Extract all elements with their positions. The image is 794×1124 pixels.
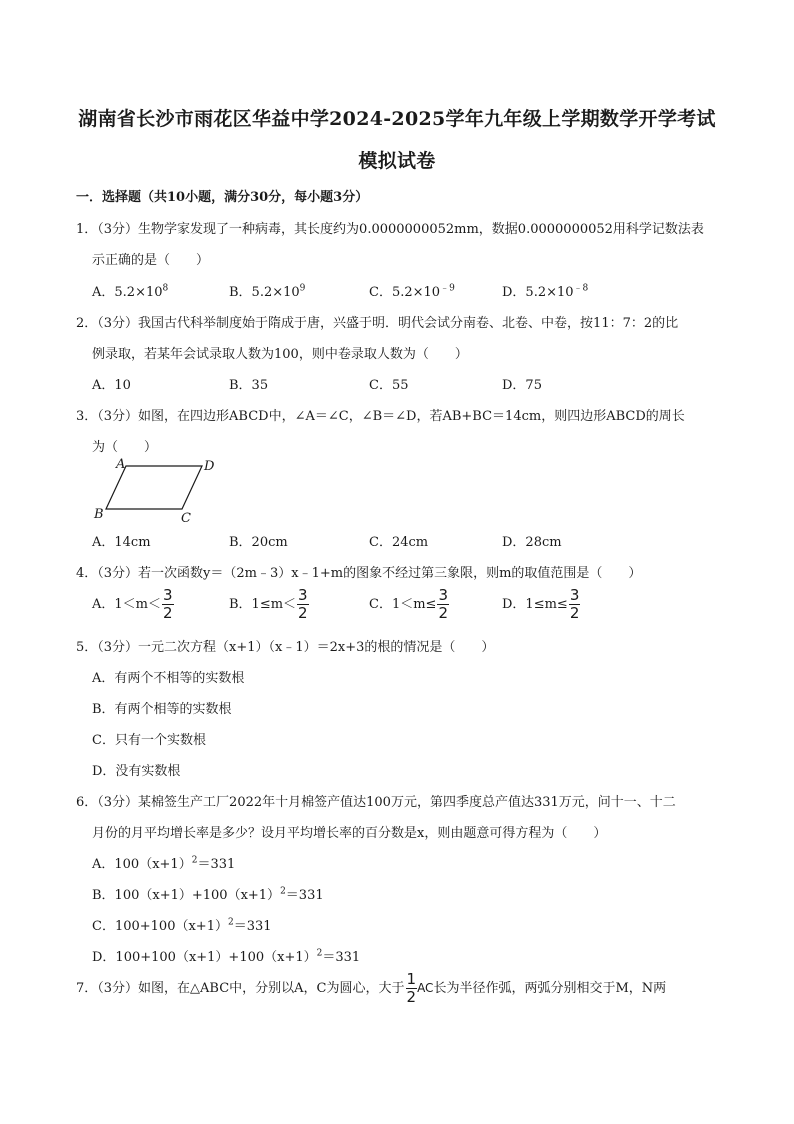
- q2-options: [92, 374, 712, 396]
- vertex-label-d: D: [204, 459, 215, 474]
- q4-option-d: D．1≤m≤ $\frac{3}{2}$: [502, 586, 580, 622]
- vertex-label-c: C: [181, 511, 191, 526]
- fraction-three-halves: $\frac{3}{2}$: [298, 586, 308, 622]
- fraction-three-halves: $\frac{3}{2}$: [163, 586, 173, 622]
- q3-stem-line1: 3．（3分）如图，在四边形ABCD中，∠A＝∠C，∠B＝∠D，若AB+BC＝14cm，则四边形ABCD的周长: [76, 409, 685, 424]
- q4-options: [92, 588, 712, 620]
- parallelogram-shape: [106, 466, 202, 509]
- fraction-three-halves: $\frac{3}{2}$: [438, 586, 448, 622]
- q1-stem-line2: 示正确的是（ ）: [92, 253, 210, 268]
- section-heading: 一．选择题（共10小题，满分30分，每小题3分）: [76, 190, 369, 205]
- q1-options: [92, 281, 712, 303]
- q5-option-c: C．只有一个实数根: [92, 733, 206, 748]
- q6-option-c: C．$100+100(x+1)^2=331$: [92, 917, 272, 934]
- q4-option-b: B．1≤m＜ $\frac{3}{2}$: [229, 586, 308, 622]
- exam-title-line1: 湖南省长沙市雨花区华益中学2024-2025学年九年级上学期数学开学考试: [78, 108, 716, 130]
- q5-option-d: D．没有实数根: [92, 764, 181, 779]
- q1-option-d: D．$5.2\times 10^{﹣8}$: [502, 283, 589, 300]
- q4-stem-line1: 4．（3分）若一次函数y＝（2m﹣3）x﹣1+m的图象不经过第三象限，则m的取值范围是（ ）: [76, 566, 642, 581]
- q3-parallelogram-figure: [88, 456, 228, 526]
- q2-stem-line2: 例录取，若某年会试录取人数为100，则中卷录取人数为（ ）: [92, 347, 468, 362]
- q5-stem-line1: 5．（3分）一元二次方程（x+1）（x﹣1）＝2x+3的根的情况是（ ）: [76, 640, 495, 655]
- q6-option-b: B．$100(x+1)+100(x+1)^2=331$: [92, 886, 324, 903]
- q2-option-a: A．10: [92, 378, 131, 393]
- q2-option-c: C．55: [369, 378, 409, 393]
- q6-option-a: A．$100(x+1)^2=331$: [92, 855, 236, 872]
- vertex-label-a: A: [116, 457, 126, 472]
- q1-stem-line1: 1．（3分）生物学家发现了一种病毒，其长度约为0.0000000052mm，数据0.0000000052用科学记数法表: [76, 222, 704, 237]
- q6-stem-line2: 月份的月平均增长率是多少？设月平均增长率的百分数是x，则由题意可得方程为（ ）: [92, 826, 607, 841]
- q1-option-a: A．$5.2\times 10^8$: [92, 283, 169, 300]
- q1-option-b: B．$5.2\times 10^9$: [229, 283, 306, 300]
- q2-stem-line1: 2．（3分）我国古代科举制度始于隋成于唐，兴盛于明．明代会试分南卷、北卷、中卷，按11：7：2的比: [76, 316, 679, 331]
- q3-option-d: D．28cm: [502, 535, 562, 550]
- q2-option-b: B．35: [229, 378, 269, 393]
- exam-title-line2: 模拟试卷: [358, 150, 436, 172]
- q4-option-a: A．1＜m＜ $\frac{3}{2}$: [92, 586, 173, 622]
- q6-stem-line1: 6．（3分）某棉签生产工厂2022年十月棉签产值达100万元，第四季度总产值达331万元，问十一、十二: [76, 795, 676, 810]
- q3-option-a: A．14cm: [92, 535, 151, 550]
- q2-option-d: D．75: [502, 378, 542, 393]
- q6-option-d: D．$100+100(x+1)+100(x+1)^2=331$: [92, 948, 361, 965]
- q5-option-b: B．有两个相等的实数根: [92, 702, 232, 717]
- q3-option-b: B．20cm: [229, 535, 288, 550]
- q3-option-c: C．24cm: [369, 535, 429, 550]
- q3-options: [92, 531, 712, 553]
- q1-option-c: C．$5.2\times 10^{﹣9}$: [369, 283, 455, 300]
- fraction-three-halves: $\frac{3}{2}$: [569, 586, 580, 622]
- vertex-label-b: B: [94, 507, 104, 522]
- q4-option-c: C．1＜m≤ $\frac{3}{2}$: [369, 586, 448, 622]
- q3-stem-line2: 为（ ）: [92, 440, 158, 455]
- q7-stem-line1: 7．（3分）如图，在△ABC中，分别以A，C为圆心，大于 $\frac{1}{2}$ AC长为半径作弧，两弧分别相交于M，N两: [76, 970, 667, 1006]
- fraction-one-half: $\frac{1}{2}$: [406, 970, 417, 1006]
- q5-option-a: A．有两个不相等的实数根: [92, 671, 245, 686]
